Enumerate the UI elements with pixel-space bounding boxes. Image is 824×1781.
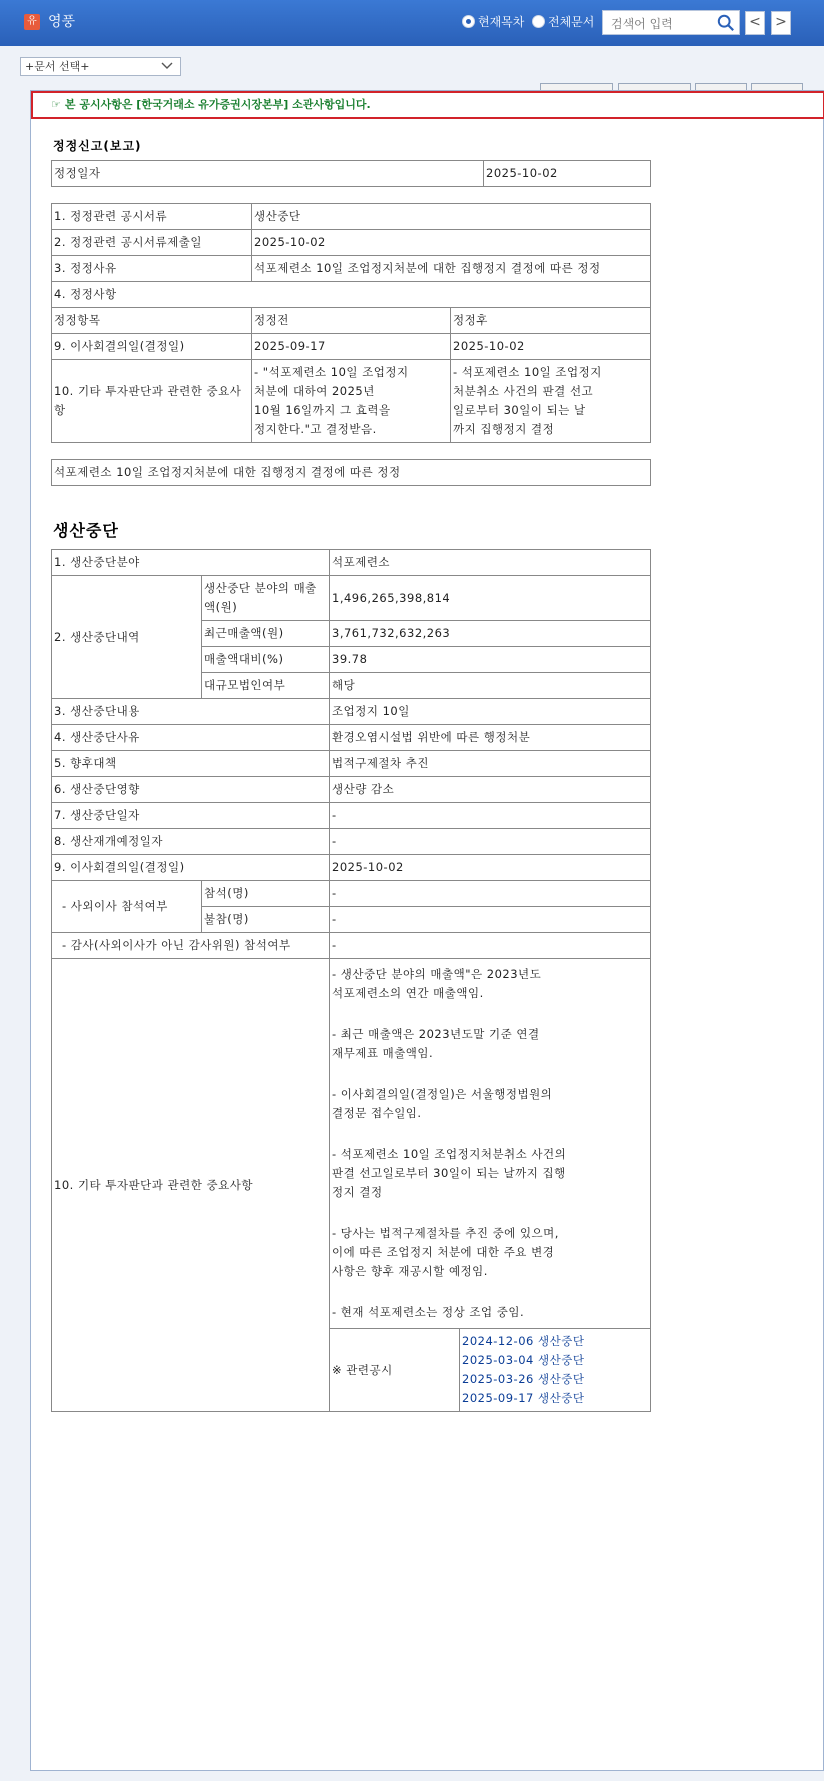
- related-link[interactable]: 2025-03-04 생산중단: [462, 1353, 585, 1367]
- before-value: - "석포제련소 10일 조업정지 처분에 대하여 2025년 10월 16일까지 그 효력을 정지한다."고 결정받음.: [252, 360, 451, 443]
- radio-all-label: 전체문서: [548, 15, 595, 29]
- sub-label: 생산중단 분야의 매출액(원): [202, 576, 330, 621]
- sub-label: 대규모법인여부: [202, 673, 330, 699]
- correction-date-table: [51, 160, 651, 187]
- table-row: [52, 576, 651, 621]
- row-value: 조업정지 10일: [330, 699, 651, 725]
- row-value: 생산중단: [252, 204, 651, 230]
- sub-label: 최근매출액(원): [202, 621, 330, 647]
- row-label: 6. 생산중단영향: [52, 777, 330, 803]
- correction-date-value: 2025-10-02: [484, 161, 651, 187]
- market-badge-icon: 유: [24, 14, 40, 30]
- row-label: 4. 생산중단사유: [52, 725, 330, 751]
- sub-label: 매출액대비(%): [202, 647, 330, 673]
- after-value: - 석포제련소 10일 조업정지 처분취소 사건의 판결 선고 일로부터 30일이 되는 날 까지 집행정지 결정: [451, 360, 651, 443]
- correction-detail-table: [51, 203, 651, 443]
- row-label: 2. 정정관련 공시서류제출일: [52, 230, 252, 256]
- sub-value: -: [330, 907, 651, 933]
- etc-note: - 현재 석포제련소는 정상 조업 중임.: [332, 1305, 525, 1319]
- table-row: [52, 959, 651, 1329]
- sub-value: -: [330, 881, 651, 907]
- pointing-hand-icon: ☞: [51, 98, 61, 111]
- correction-summary: 석포제련소 10일 조업정지처분에 대한 집행정지 결정에 따른 정정: [52, 460, 651, 486]
- radio-current-label: 현재목차: [478, 15, 525, 29]
- radio-all-documents[interactable]: [532, 13, 594, 30]
- etc-note: - 석포제련소 10일 조업정지처분취소 사건의 판결 선고일로부터 30일이 되는 날까지 집행 정지 결정: [332, 1147, 567, 1199]
- radio-unselected-icon[interactable]: [532, 15, 545, 28]
- row-label: - 사외이사 참석여부: [52, 881, 202, 933]
- row-value: 2025-10-02: [252, 230, 651, 256]
- document-select-value: +문서 선택+: [25, 60, 90, 73]
- document-select[interactable]: [20, 57, 181, 76]
- correction-date-label: 정정일자: [52, 161, 484, 187]
- etc-note: - 당사는 법적구제절차를 추진 중에 있으며, 이에 따른 조업정지 처분에 대한 주요 변경 사항은 향후 재공시할 예정임.: [332, 1226, 559, 1278]
- correction-title: 정정신고(보고): [53, 139, 142, 153]
- related-link[interactable]: 2025-03-26 생산중단: [462, 1372, 585, 1386]
- related-links: [460, 1329, 651, 1412]
- row-label: 8. 생산재개예정일자: [52, 829, 330, 855]
- sub-value: 3,761,732,632,263: [330, 621, 651, 647]
- sub-value: 해당: [330, 673, 651, 699]
- table-row: [52, 751, 651, 777]
- sub-value: 39.78: [330, 647, 651, 673]
- company-name: 영풍: [48, 14, 76, 30]
- row-value: 환경오염시설법 위반에 따른 행정처분: [330, 725, 651, 751]
- table-row: [52, 550, 651, 576]
- table-row: [52, 230, 651, 256]
- search-box: [602, 10, 740, 35]
- row-label: 1. 생산중단분야: [52, 550, 330, 576]
- table-row: [52, 777, 651, 803]
- table-row: [52, 933, 651, 959]
- table-row: [52, 161, 651, 187]
- table-row: [52, 360, 651, 443]
- row-label: 1. 정정관련 공시서류: [52, 204, 252, 230]
- row-value: -: [330, 803, 651, 829]
- row-label: 5. 향후대책: [52, 751, 330, 777]
- prev-result-button[interactable]: <: [745, 11, 765, 35]
- row-value: 2025-10-02: [330, 855, 651, 881]
- row-value: 석포제련소: [330, 550, 651, 576]
- row-label: 7. 생산중단일자: [52, 803, 330, 829]
- disclosure-document: [51, 127, 651, 1412]
- table-row: [52, 699, 651, 725]
- table-row: [52, 460, 651, 486]
- row-label: 10. 기타 투자판단과 관련한 중요사항: [52, 959, 330, 1412]
- correction-items-label: 4. 정정사항: [52, 282, 651, 308]
- etc-note: - 최근 매출액은 2023년도말 기준 연결 재무제표 매출액임.: [332, 1027, 540, 1060]
- table-row: [52, 829, 651, 855]
- sub-label: 불참(명): [202, 907, 330, 933]
- row-label: 10. 기타 투자판단과 관련한 중요사항: [52, 360, 252, 443]
- row-label: 3. 생산중단내용: [52, 699, 330, 725]
- radio-current-section[interactable]: [462, 13, 524, 30]
- col-header-after: 정정후: [451, 308, 651, 334]
- search-icon[interactable]: [717, 14, 735, 32]
- row-label: - 감사(사외이사가 아닌 감사위원) 참석여부: [52, 933, 330, 959]
- table-row: [52, 855, 651, 881]
- row-label: 3. 정정사유: [52, 256, 252, 282]
- document-viewer[interactable]: [30, 90, 824, 1771]
- table-row: [52, 334, 651, 360]
- table-row: [52, 204, 651, 230]
- col-header-item: 정정항목: [52, 308, 252, 334]
- production-halt-title: 생산중단: [53, 521, 119, 540]
- correction-summary-table: [51, 459, 651, 486]
- radio-selected-icon[interactable]: [462, 15, 475, 28]
- table-header-row: [52, 308, 651, 334]
- after-value: 2025-10-02: [451, 334, 651, 360]
- related-link[interactable]: 2025-09-17 생산중단: [462, 1391, 585, 1405]
- row-value: -: [330, 933, 651, 959]
- row-label: 9. 이사회결의일(결정일): [52, 334, 252, 360]
- production-halt-table: [51, 549, 651, 1412]
- sub-value: 1,496,265,398,814: [330, 576, 651, 621]
- table-row: [52, 881, 651, 907]
- table-row: [52, 256, 651, 282]
- row-value: -: [330, 829, 651, 855]
- row-value: 법적구제절차 추진: [330, 751, 651, 777]
- top-bar: [0, 0, 824, 46]
- table-row: [52, 803, 651, 829]
- table-row: [52, 725, 651, 751]
- etc-notes: [330, 959, 651, 1329]
- col-header-before: 정정전: [252, 308, 451, 334]
- search-input[interactable]: [609, 12, 713, 35]
- before-value: 2025-09-17: [252, 334, 451, 360]
- related-label: ※ 관련공시: [330, 1329, 460, 1412]
- etc-note: - 생산중단 분야의 매출액"은 2023년도 석포제련소의 연간 매출액임.: [332, 967, 542, 1000]
- notice-text: 본 공시사항은 [한국거래소 유가증권시장본부] 소관사항입니다.: [64, 98, 371, 111]
- sub-label: 참석(명): [202, 881, 330, 907]
- row-label: 9. 이사회결의일(결정일): [52, 855, 330, 881]
- next-result-button[interactable]: >: [771, 11, 791, 35]
- related-link[interactable]: 2024-12-06 생산중단: [462, 1334, 585, 1348]
- jurisdiction-notice: [31, 91, 824, 119]
- row-label: 2. 생산중단내역: [52, 576, 202, 699]
- table-row: [52, 282, 651, 308]
- row-value: 생산량 감소: [330, 777, 651, 803]
- etc-note: - 이사회결의일(결정일)은 서울행정법원의 결정문 접수일임.: [332, 1087, 553, 1120]
- row-value: 석포제련소 10일 조업정지처분에 대한 집행정지 결정에 따른 정정: [252, 256, 651, 282]
- chevron-down-icon: [160, 60, 174, 72]
